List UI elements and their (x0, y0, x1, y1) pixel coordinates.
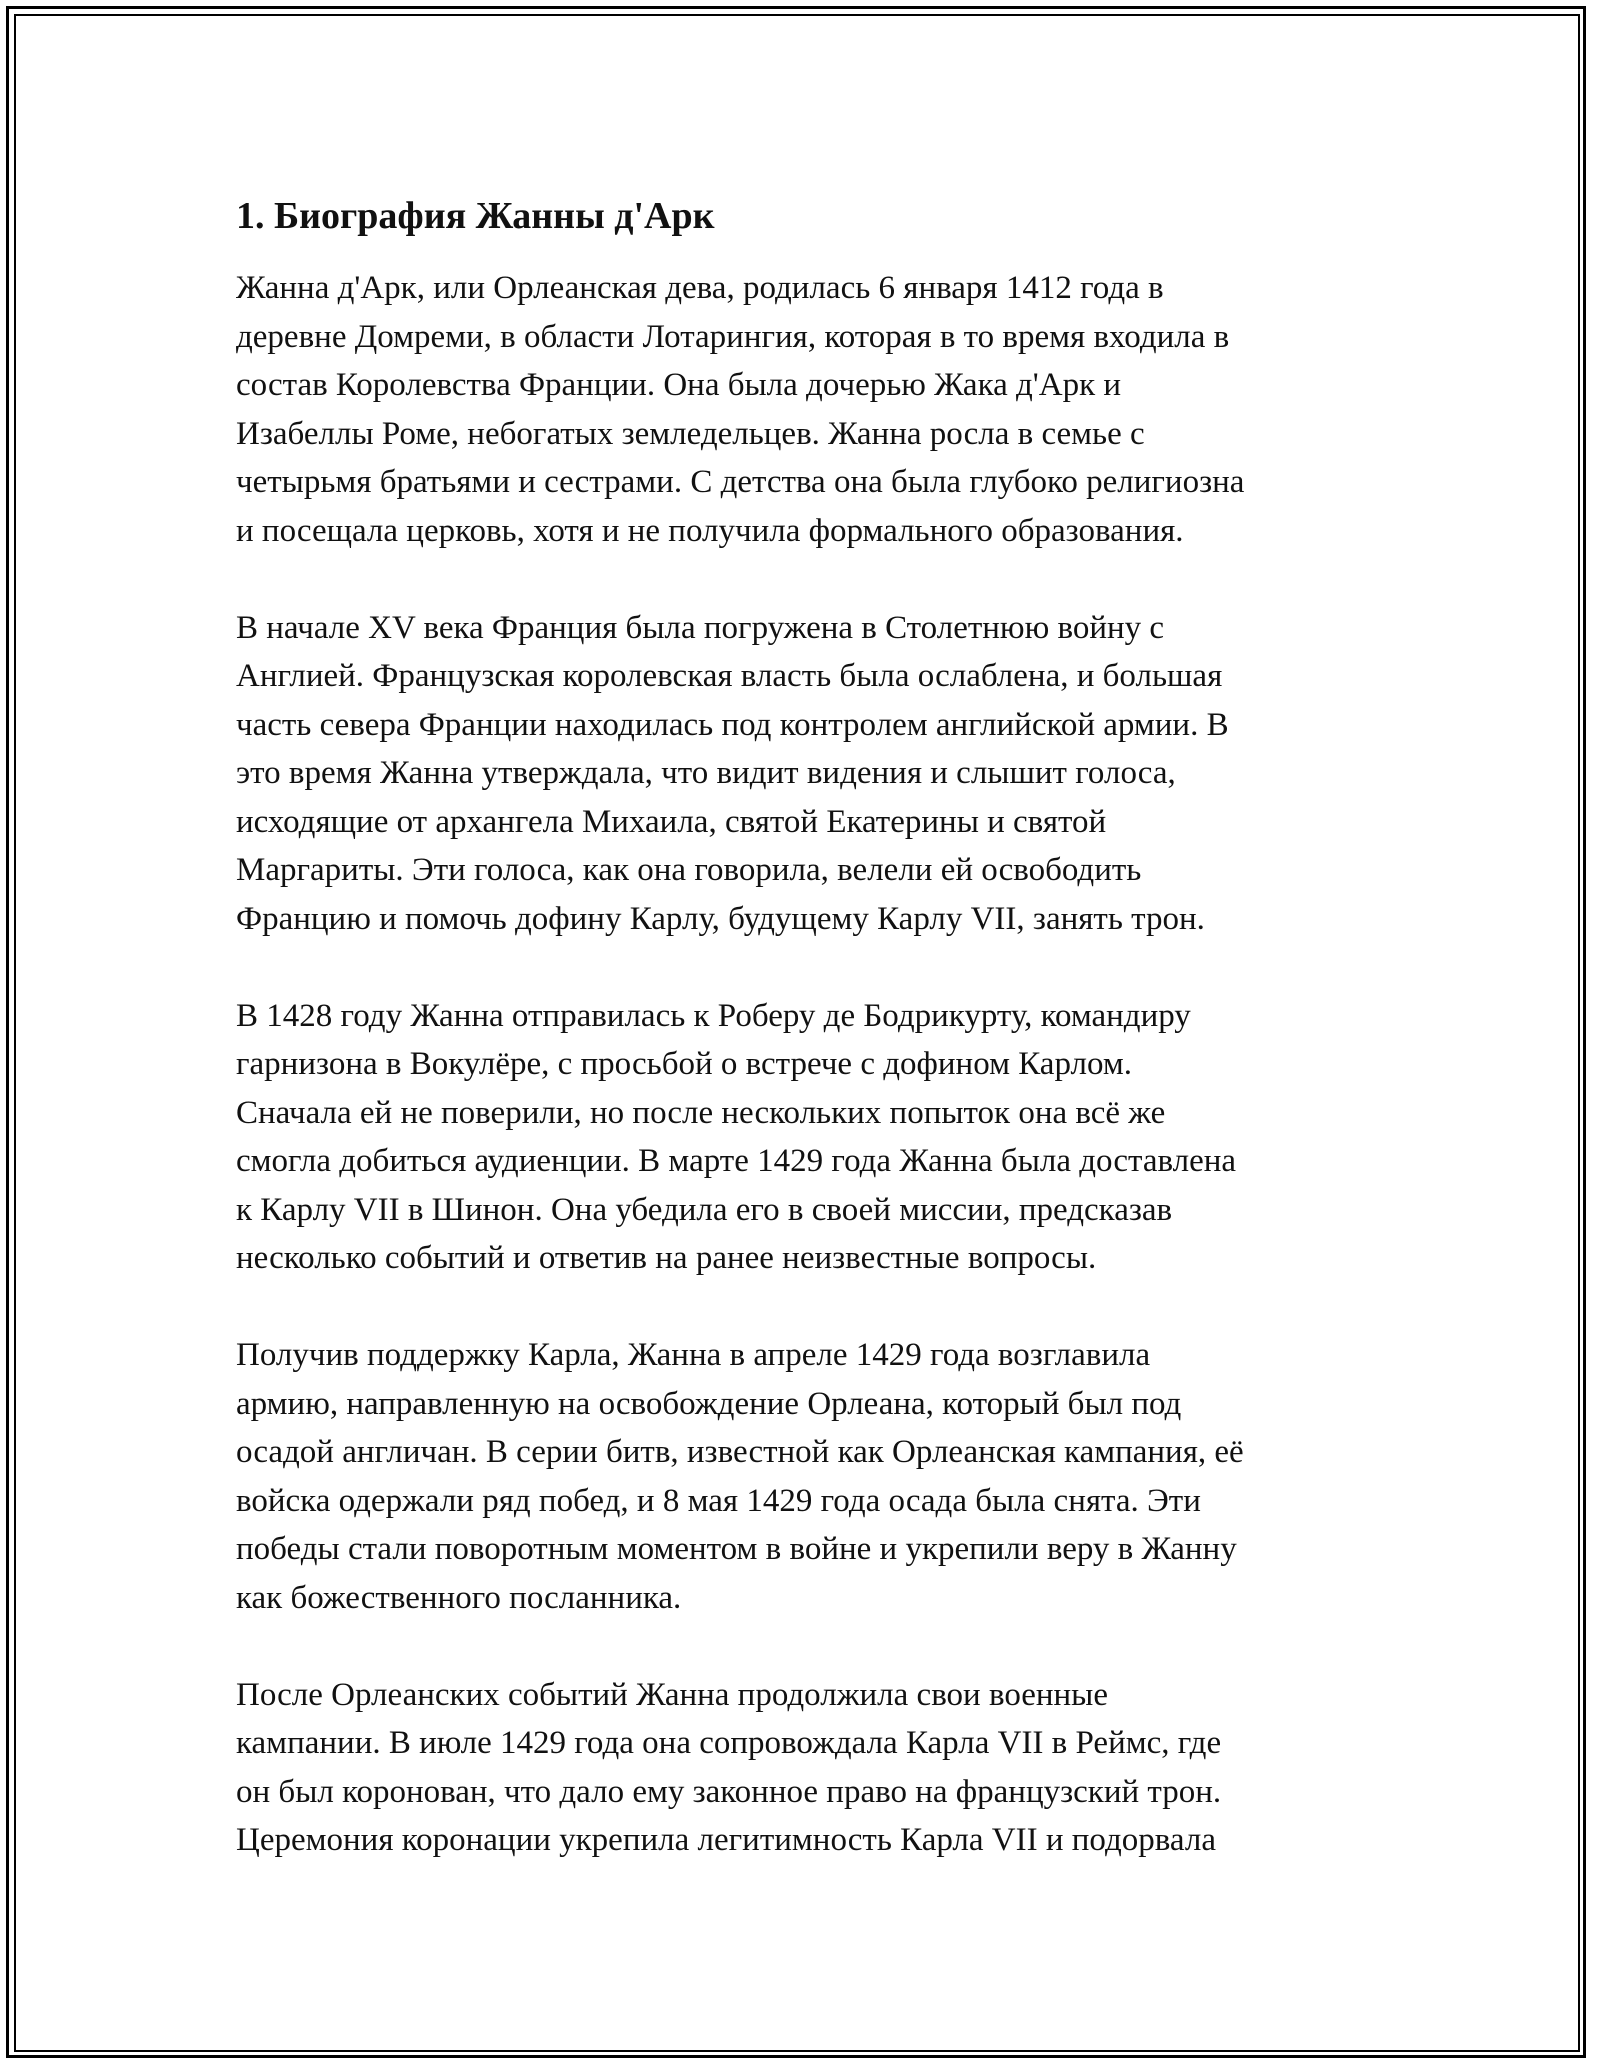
text-line: Францию и помочь дофину Карлу, будущему Карлу VII, занять трон. (236, 900, 1205, 937)
text-line: В начале XV века Франция была погружена в Столетнюю войну с (236, 609, 1165, 646)
text-line: Жанна д'Арк, или Орлеанская дева, родилась 6 января 1412 года в (236, 270, 1164, 306)
text-line: к Карлу VII в Шинон. Она убедила его в своей миссии, предсказав (236, 1191, 1173, 1228)
section-heading: 1. Биография Жанны д'Арк (236, 195, 715, 237)
text-line: осадой англичан. В серии битв, известной как Орлеанская кампания, её (236, 1434, 1244, 1470)
text-line: Сначала ей не поверили, но после нескольких попыток она всё же (236, 1094, 1166, 1131)
text-line: и посещала церковь, хотя и не получила формального образования. (236, 512, 1184, 549)
text-line: деревне Домреми, в области Лотарингия, которая в то время входила в (236, 318, 1230, 355)
text-line: Изабеллы Роме, небогатых земледельцев. Жанна росла в семье с (236, 415, 1145, 452)
text-line: армию, направленную на освобождение Орлеана, который был под (236, 1385, 1182, 1422)
text-line: это время Жанна утверждала, что видит видения и слышит голоса, (236, 755, 1176, 791)
document-body (236, 190, 1376, 1913)
text-line: Церемония коронации укрепила легитимность Карла VII и подорвала (236, 1822, 1216, 1858)
paragraph-coronation (236, 1671, 1376, 1865)
text-line: несколько событий и ответив на ранее неизвестные вопросы. (236, 1240, 1097, 1276)
text-line: Получив поддержку Карла, Жанна в апреле 1429 года возглавила (236, 1337, 1151, 1373)
paragraph-meeting-charles (236, 992, 1376, 1283)
text-line: он был коронован, что дало ему законное право на французский трон. (236, 1773, 1222, 1810)
text-line: как божественного посланника. (236, 1579, 682, 1616)
text-line: В 1428 году Жанна отправилась к Роберу де Бодрикурту, командиру (236, 997, 1191, 1034)
text-line: часть севера Франции находилась под контролем английской армии. В (236, 706, 1229, 743)
text-line: исходящие от архангела Михаила, святой Екатерины и святой (236, 803, 1107, 840)
text-line: состав Королевства Франции. Она была дочерью Жака д'Арк и (236, 367, 1122, 403)
text-line: кампании. В июле 1429 года она сопровождала Карла VII в Реймс, где (236, 1725, 1222, 1761)
text-line: победы стали поворотным моментом в войне и укрепили веру в Жанну (236, 1531, 1237, 1567)
text-line: Маргариты. Эти голоса, как она говорила, велели ей освободить (236, 852, 1142, 888)
text-line: Англией. Французская королевская власть была ослаблена, и большая (236, 658, 1223, 694)
text-line: войска одержали ряд побед, и 8 мая 1429 года осада была снята. Эти (236, 1482, 1201, 1519)
paragraph-hundred-years-war (236, 604, 1376, 944)
text-line: смогла добиться аудиенции. В марте 1429 года Жанна была доставлена (236, 1143, 1237, 1179)
text-line: После Орлеанских событий Жанна продолжила свои военные (236, 1676, 1109, 1713)
paragraph-orleans-campaign (236, 1331, 1376, 1622)
text-line: гарнизона в Вокулёре, с просьбой о встрече с дофином Карлом. (236, 1046, 1132, 1082)
text-line: четырьмя братьями и сестрами. С детства она была глубоко религиозна (236, 464, 1245, 500)
paragraph-birth (236, 264, 1376, 555)
